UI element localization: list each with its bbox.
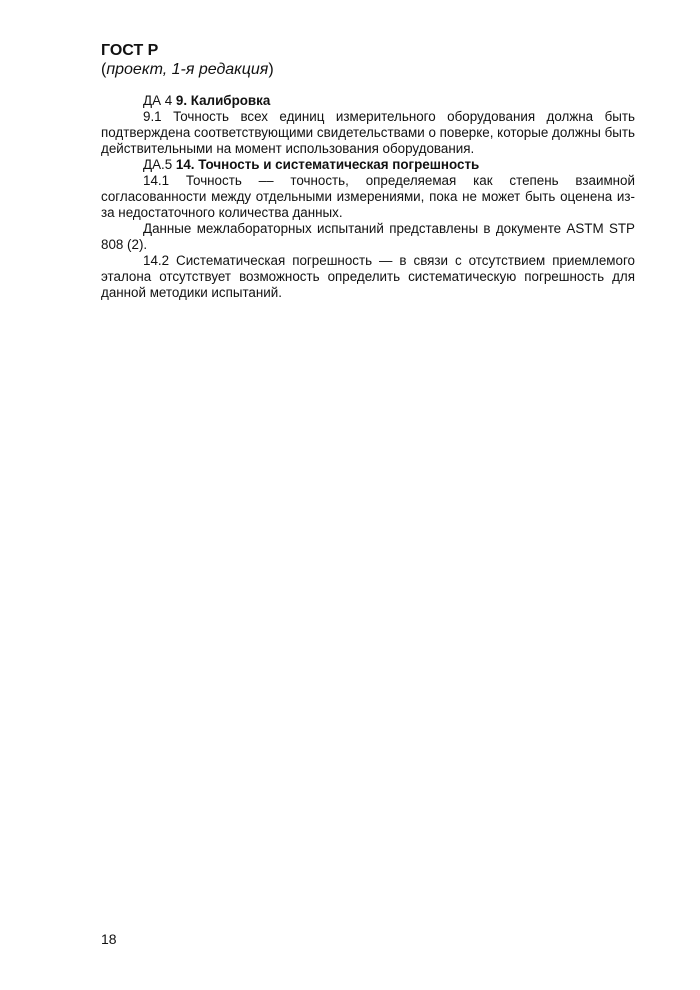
page-number: 18 [101, 931, 117, 947]
section-title: 14. Точность и систематическая погрешность [175, 157, 480, 172]
document-header [101, 41, 641, 80]
edition-text: проект, 1-я редакция [106, 61, 269, 78]
edition-open-paren: ( [101, 61, 107, 78]
section-heading-calibration [101, 93, 635, 109]
edition-close-paren: ) [268, 61, 274, 78]
paragraph-14-2: 14.2 Систематическая погрешность — в связи с отсутствием приемлемого эталона отсутствует возможность определить систематическую погрешность для данной методики испытаний. [101, 253, 635, 300]
paragraph-interlab-data: Данные межлабораторных испытаний представлены в документе ASTM STP 808 (2). [101, 221, 635, 252]
paragraph-14-1: 14.1 Точность –– точность, определяемая как степень взаимной согласованности между отдельными измерениями, пока не может быть оценена из-за недостаточного количества данных. [101, 173, 635, 220]
section-heading-precision-bias [101, 157, 635, 173]
section-prefix: ДА 4 [143, 93, 176, 108]
paragraph-9-1: 9.1 Точность всех единиц измерительного оборудования должна быть подтверждена соответствующими свидетельствами о поверке, которые должны быть действительными на момент использования оборудования. [101, 109, 635, 156]
document-body [101, 93, 635, 301]
edition-note [101, 60, 641, 80]
section-title: 9. Калибровка [175, 93, 271, 108]
section-prefix: ДА.5 [143, 157, 176, 172]
standard-code: ГОСТ Р [101, 42, 159, 59]
